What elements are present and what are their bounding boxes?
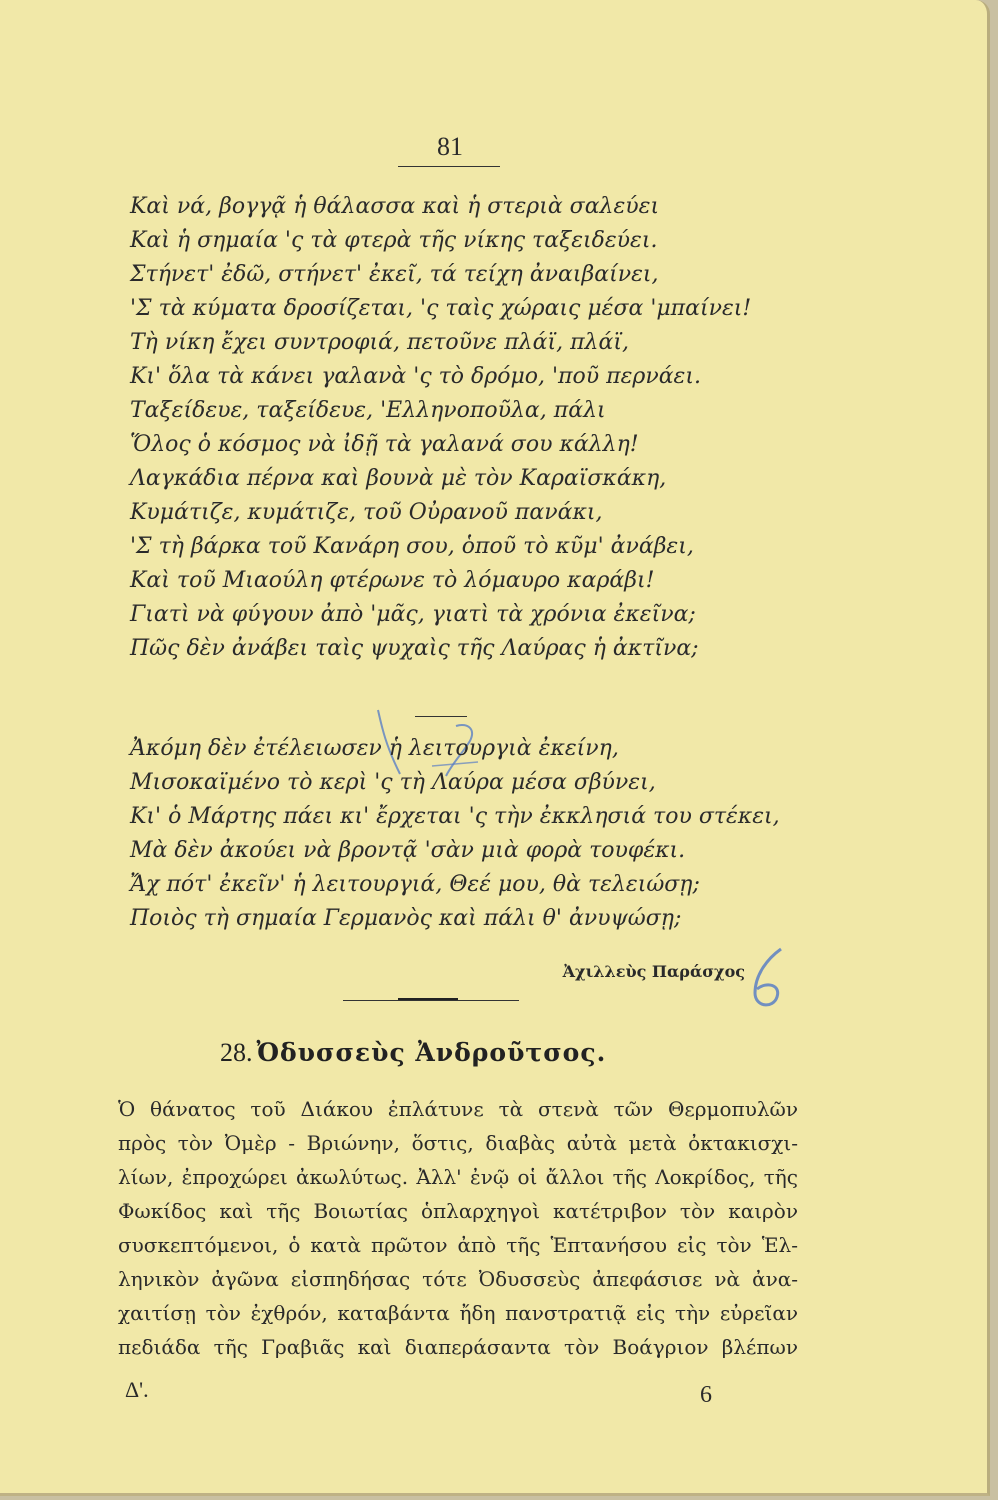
poem-line: Κι' ὅλα τὰ κάνει γαλανὰ 'ς τὸ δρόμο, 'ποῦ περνάει. bbox=[130, 364, 701, 389]
poem-signature: Ἀχιλλεὺς Παράσχος bbox=[562, 962, 745, 981]
poem-line: Ποιὸς τὴ σημαία Γερμανὸς καὶ πάλι θ' ἀνυψώσῃ; bbox=[130, 906, 682, 931]
poem-line: Καὶ ἡ σημαία 'ς τὰ φτερὰ τῆς νίκης ταξειδεύει. bbox=[130, 228, 658, 253]
prose-line: χαιτίσῃ τὸν ἐχθρόν, καταβάντα ἤδη πανστρατιᾷ εἰς τὴν εὐρεῖαν bbox=[118, 1301, 798, 1325]
prose-line: πεδιάδα τῆς Γραβιᾶς καὶ διαπεράσαντα τὸν Βοάγριον βλέπων bbox=[118, 1335, 798, 1359]
poem-line: Κι' ὁ Μάρτης πάει κι' ἔρχεται 'ς τὴν ἐκκλησιά του στέκει, bbox=[130, 804, 780, 829]
poem-line: Κυμάτιζε, κυμάτιζε, τοῦ Οὐρανοῦ πανάκι, bbox=[130, 500, 603, 525]
poem-line: Καὶ νά, βογγᾷ ἡ θάλασσα καὶ ἡ στεριὰ σαλεύει bbox=[130, 194, 660, 219]
poem-line: Τὴ νίκη ἔχει συντροφιά, πετοῦνε πλάϊ, πλάϊ, bbox=[130, 330, 629, 355]
poem-line: Καὶ τοῦ Μιαούλη φτέρωνε τὸ λόμαυρο καράβι! bbox=[130, 568, 655, 593]
poem-line: Ἀκόμη δὲν ἐτέλειωσεν ἡ λειτουργιὰ ἐκείνη, bbox=[130, 736, 619, 761]
poem-line: Λαγκάδια πέρνα καὶ βουνὰ μὲ τὸν Καραϊσκάκη, bbox=[130, 466, 667, 491]
poem-stanza-2 bbox=[130, 732, 830, 936]
prose-line: Ὁ θάνατος τοῦ Διάκου ἐπλάτυνε τὰ στενὰ τῶν Θερμοπυλῶν bbox=[118, 1097, 798, 1121]
prose-line: ληνικὸν ἀγῶνα εἰσπηδήσας τότε Ὀδυσσεὺς ἀπεφάσισε νὰ ἀνα- bbox=[118, 1267, 798, 1291]
poem-line: 'Σ τὴ βάρκα τοῦ Κανάρη σου, ὁποῦ τὸ κῦμ' ἀνάβει, bbox=[130, 534, 694, 559]
page-number-rule bbox=[398, 166, 500, 167]
poem-line: Ταξείδευε, ταξείδευε, 'Ελληνοποῦλα, πάλι bbox=[130, 398, 606, 423]
prose-paragraph bbox=[118, 1092, 798, 1364]
leaf-number: 6 bbox=[700, 1382, 712, 1408]
prose-line: λίων, ἐπροχώρει ἀκωλύτως. Ἀλλ' ἐνῷ οἱ ἄλλοι τῆς Λοκρίδος, τῆς bbox=[118, 1165, 798, 1189]
poem-line: Πῶς δὲν ἀνάβει ταὶς ψυχαὶς τῆς Λαύρας ἡ ἀκτῖνα; bbox=[130, 636, 699, 661]
prose-line: πρὸς τὸν Ὀμὲρ - Βριώνην, ὅστις, διαβὰς αὐτὰ μετὰ ὀκτακισχι- bbox=[118, 1131, 798, 1155]
poem-line: 'Σ τὰ κύματα δροσίζεται, 'ς ταὶς χώραις μέσα 'μπαίνει! bbox=[130, 296, 752, 321]
section-title: Ὀδυσσεὺς Ἀνδροῦτσος. bbox=[256, 1038, 607, 1067]
section-divider bbox=[343, 1000, 519, 1001]
printer-signature-mark: Δ'. bbox=[125, 1377, 149, 1402]
blue-pencil-number-mark bbox=[745, 945, 795, 1015]
prose-line: Φωκίδος καὶ τῆς Βοιωτίας ὁπλαρχηγοὶ κατέτριβον τὸν καιρὸν bbox=[118, 1199, 798, 1223]
poem-line: Ὅλος ὁ κόσμος νὰ ἰδῇ τὰ γαλανά σου κάλλη! bbox=[130, 432, 639, 457]
poem-stanza-1 bbox=[130, 190, 830, 666]
poem-line: Ἄχ πότ' ἐκεῖν' ἡ λειτουργιά, Θεέ μου, θὰ τελειώσῃ; bbox=[130, 872, 700, 897]
section-heading bbox=[220, 1038, 700, 1068]
section-number: 28. bbox=[220, 1038, 253, 1067]
page-number: 81 bbox=[437, 132, 463, 161]
poem-line: Γιατὶ νὰ φύγουν ἀπὸ 'μᾶς, γιατὶ τὰ χρόνια ἐκεῖνα; bbox=[130, 602, 696, 627]
poem-line: Μὰ δὲν ἀκούει νὰ βροντᾷ 'σὰν μιὰ φορὰ τουφέκι. bbox=[130, 838, 686, 863]
prose-line: συσκεπτόμενοι, ὁ κατὰ πρῶτον ἀπὸ τῆς Ἑπτανήσου εἰς τὸν Ἑλ- bbox=[118, 1233, 798, 1257]
poem-line: Μισοκαϊμένο τὸ κερὶ 'ς τὴ Λαύρα μέσα σβύνει, bbox=[130, 770, 656, 795]
section-divider-ornament bbox=[398, 998, 458, 1000]
poem-line: Στήνετ' ἐδῶ, στήνετ' ἐκεῖ, τά τείχη ἀναιβαίνει, bbox=[130, 262, 659, 287]
stanza-divider bbox=[415, 716, 467, 717]
